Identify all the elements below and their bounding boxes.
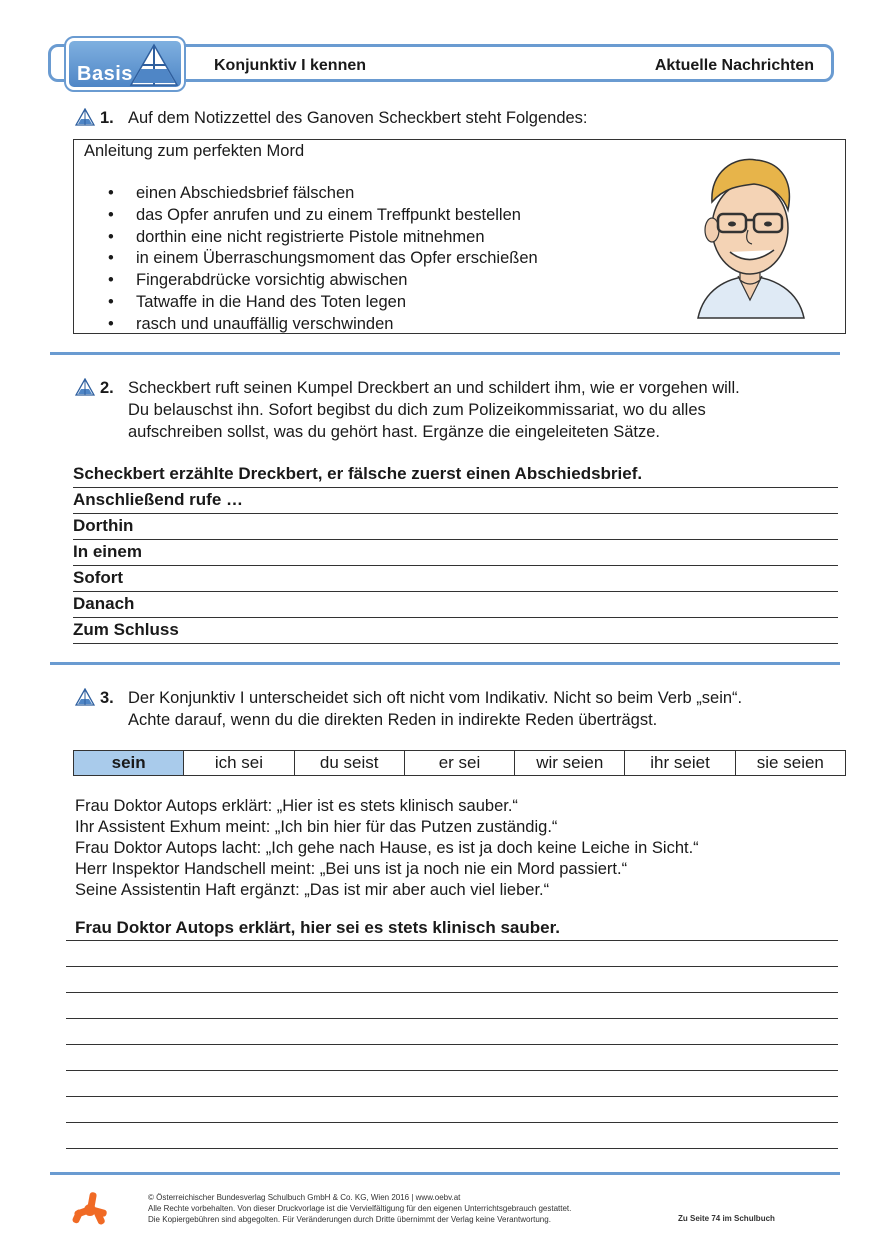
footer-line: Alle Rechte vorbehalten. Von dieser Druckvorlage ist die Vervielfältigung für den eigenen Unterrichtsgebrauch gestattet. [148,1204,572,1213]
answer-line[interactable]: Danach [73,592,838,618]
write-line[interactable] [66,1044,838,1045]
footer-divider [50,1172,840,1175]
list-item: • einen Abschiedsbrief fälschen [108,183,538,205]
copyright-notice [148,1192,571,1225]
instruction-line: Du belauschst ihn. Sofort begibst du dich zum Polizeikommissariat, wo du alles [128,401,706,419]
list-item: • Fingerabdrücke vorsichtig abwischen [108,270,538,292]
write-line[interactable] [66,1096,838,1097]
task-number: 1. [100,109,114,127]
write-line[interactable] [66,1122,838,1123]
section-divider [50,352,840,355]
answer-line[interactable]: Scheckbert erzählte Dreckbert, er fälsche zuerst einen Abschiedsbrief. [73,462,838,488]
table-cell: du seist [294,751,404,776]
task-instruction: Auf dem Notizzettel des Ganoven Scheckbert steht Folgendes: [128,109,588,127]
note-list [108,183,538,336]
table-cell: sie seien [735,751,845,776]
footer-line: © Österreichischer Bundesverlag Schulbuch GmbH & Co. KG, Wien 2016 | www.oebv.at [148,1193,461,1202]
footer-line: Die Kopiergebühren sind abgegolten. Für Veränderungen durch Dritte übernimmt der Verlag keine Verantwortung. [148,1215,551,1224]
list-item: • das Opfer anrufen und zu einem Treffpunkt bestellen [108,205,538,227]
table-cell: ich sei [184,751,294,776]
instruction-line: Scheckbert ruft seinen Kumpel Dreckbert an und schildert ihm, wie er vorgehen will. [128,379,740,397]
table-cell: er sei [404,751,514,776]
list-item: • Tatwaffe in die Hand des Toten legen [108,292,538,314]
write-line[interactable] [66,966,838,967]
conjugation-table [73,750,846,776]
task-instruction [128,377,740,443]
triangle-level-icon [129,43,179,87]
table-header-cell: sein [74,751,184,776]
list-item: • rasch und unauffällig verschwinden [108,314,538,336]
quote-line: Ihr Assistent Exhum meint: „Ich bin hier für das Putzen zuständig.“ [75,818,558,836]
write-line[interactable] [66,940,838,941]
section-title: Aktuelle Nachrichten [654,57,814,74]
publisher-logo-icon [70,1190,110,1230]
task-number: 3. [100,689,114,707]
instruction-line: aufschreiben sollst, was du gehört hast. Ergänze die eingeleiteten Sätze. [128,423,660,441]
quote-line: Frau Doktor Autops erklärt: „Hier ist es stets klinisch sauber.“ [75,797,518,815]
write-line[interactable] [66,1070,838,1071]
direct-speech-list [75,796,699,901]
instruction-line: Achte darauf, wenn du die direkten Reden in indirekte Reden überträgst. [128,711,658,729]
answer-line[interactable]: Zum Schluss [73,618,838,644]
note-title: Anleitung zum perfekten Mord [84,142,305,160]
quote-line: Seine Assistentin Haft ergänzt: „Das ist mir aber auch viel lieber.“ [75,881,550,899]
schoolbook-reference: Zu Seite 74 im Schulbuch [678,1214,775,1223]
difficulty-icon [75,378,95,396]
write-line[interactable] [66,992,838,993]
answer-line[interactable]: Anschließend rufe … [73,488,838,514]
difficulty-icon [75,108,95,126]
write-line[interactable] [66,1148,838,1149]
quote-line: Frau Doktor Autops lacht: „Ich gehe nach Hause, es ist ja doch keine Leiche in Sicht.“ [75,839,699,857]
task-instruction [128,687,742,731]
table-cell: ihr seiet [625,751,735,776]
answer-line[interactable]: Dorthin [73,514,838,540]
basis-label: Basis [77,63,133,85]
task-number: 2. [100,379,114,397]
answer-line[interactable]: Sofort [73,566,838,592]
section-divider [50,662,840,665]
worksheet-title: Konjunktiv I kennen [214,57,367,74]
answer-line[interactable]: In einem [73,540,838,566]
example-answer: Frau Doktor Autops erklärt, hier sei es stets klinisch sauber. [75,918,560,937]
cartoon-man-illustration [690,150,810,320]
instruction-line: Der Konjunktiv I unterscheidet sich oft nicht vom Indikativ. Nicht so beim Verb „sein“. [128,689,743,707]
quote-line: Herr Inspektor Handschell meint: „Bei uns ist ja noch nie ein Mord passiert.“ [75,860,628,878]
table-cell: wir seien [515,751,625,776]
basis-badge [66,38,184,90]
write-line[interactable] [66,1018,838,1019]
list-item: • in einem Überraschungsmoment das Opfer erschießen [108,248,538,270]
difficulty-icon [75,688,95,706]
list-item: • dorthin eine nicht registrierte Pistole mitnehmen [108,227,538,249]
